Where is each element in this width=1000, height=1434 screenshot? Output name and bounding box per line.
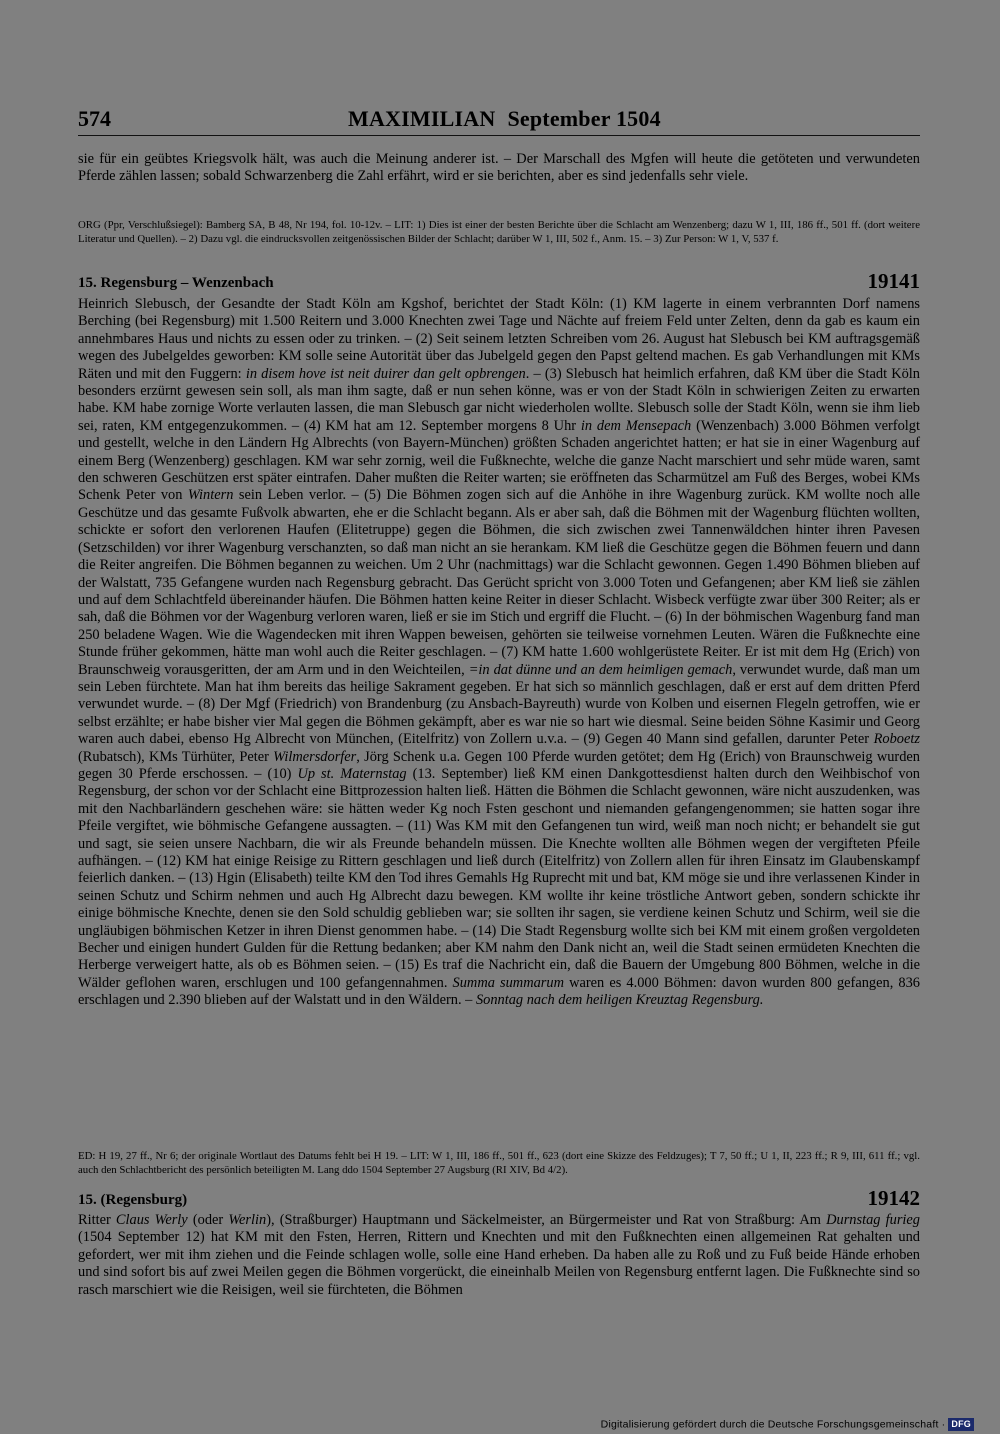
running-title-name: MAXIMILIAN [348,106,496,131]
continuation-paragraph: sie für ein geübtes Kriegsvolk hält, was auch die Meinung anderer ist. – Der Marschall des Mgfen will heute die getöteten und verwundeten Pferde zählen lassen; sobald Schwarzenberg die Zahl erfährt, wird er sie berichten, aber es sind jedenfalls sehr viele. [78,151,920,185]
entry-heading-19141 [78,270,920,292]
entry-text-19141: Heinrich Slebusch, der Gesandte der Stadt Köln am Kgshof, berichtet der Stadt Köln: (1) KM lagerte in einem verbrannten Dorf namens Berching (bei Regensburg) mit 1.500 Reitern und 3.000 Knechten zwei Tage und Nächte auf freiem Feld unter Zelten, denn da gab es kaum ein annehmbares Haus und nichts zu essen oder zu trinken. – (2) Seit seinem letzten Schreiben vom 26. August hat Slebusch bei KM auftragsgemäß wegen des Jubelgeldes geworben: KM solle seine Autorität über das Jubelgeld gegen den Papst geltend machen. Es gab Verhandlungen mit KMs Räten und mit den Fuggern: in disem hove ist neit duirer dan gelt opbrengen. – (3) Slebusch hat heimlich erfahren, daß KM über die Stadt Köln besonders erzürnt gewesen sein soll, als man ihm sagte, daß er nun sehen könne, was er von der Stadt Köln in schwierigen Zeiten zu erwarten habe. KM habe zornige Worte verlauten lassen, die man Slebusch gar nicht wiederholen wollte. Slebusch solle der Stadt Köln, wenn sie ihm lieb sei, raten, KM entgegenzukommen. – (4) KM hat am 12. September morgens 8 Uhr in dem Mensepach (Wenzenbach) 3.000 Böhmen verfolgt und gestellt, welche in den Ländern Hg Albrechts (von Bayern-München) größten Schaden angerichtet hatten; er hat sie in einer Wagenburg auf einem Berg (Wenzenberg) geschlagen. KM war sehr zornig, weil die Fußknechte, welche die ganze Nacht marschiert und sehr müde waren, samt den schweren Geschützen erst später eintrafen. Daher mußten die Reiter warten; sie eröffneten das Scharmützel am Fuß des Berges, wobei KMs Schenk Peter von Wintern sein Leben verlor. – (5) Die Böhmen zogen sich auf die Anhöhe in ihre Wagenburg zurück. KM wollte noch alle Geschütze und das gesamte Fußvolk abwarten, ehe er die Schlacht begann. Als er aber sah, daß die Böhmen mit der Wagenburg flüchten wollten, schickte er sofort den verlorenen Haufen (Elitetruppe) gegen die Böhmen, die sich zwischen zwei Tannenwäldchen hinter ihren Pavesen (Setzschilden) vor ihrer Wagenburg verschanzten, so daß man nicht an sie herankam. KM ließ die Geschütze gegen die Böhmen feuern und dann die Reiter angreifen. Die Böhmen begannen zu weichen. Um 2 Uhr (nachmittags) war die Schlacht gewonnen. Gegen 1.490 Böhmen blieben auf der Walstatt, 735 Gefangene wurden nach Regensburg gebracht. Das Gerücht spricht von 3.000 Toten und Gefangenen; aber KM ließ sie zählen und auf dem Schlachtfeld übereinander häufen. Die Böhmen hatten keine Reiter in dieser Schlacht. Wisbeck verfügte zwar über 300 Reiter; als er sah, daß die Böhmen vor der Wagenburg verloren waren, ließ er sie im Stich und ergriff die Flucht. – (6) In der böhmischen Wagenburg fand man 250 beladene Wagen. Wie die Wagendecken mit ihren Wappen beweisen, gehörten sie teilweise vornehmen Leuten. Wären die Fußknechte eine Stunde früher gekommen, hätte man wohl auch die Reiter geschlagen. – (7) KM hatte 1.600 wohlgerüstete Reiter. Er ist mit dem Hg (Erich) von Braunschweig vorausgeritten, der am Arm und in den Weichteilen, =in dat dünne und an dem heimligen gemach, verwundet wurde, daß man um sein Leben fürchtete. Man hat ihm bereits das heilige Sakrament gegeben. Er hat sich so männlich geschlagen, daß er erst auf dem dritten Pferd verwundet wurde. – (8) Der Mgf (Friedrich) von Brandenburg (zu Ansbach-Bayreuth) wurde von Kolben und eisernen Flegeln getroffen, wie er selbst erzählte; er habe bisher vier Mal gegen die Böhmen gekämpft, aber es war nie so hart wie diesmal. Seine beiden Söhne Kasimir und Georg waren auch dabei, ebenso Hg Albrecht von München, (Eitelfritz) von Zollern u.v.a. – (9) Gegen 40 Mann sind gefallen, darunter Peter Roboetz (Rubatsch), KMs Türhüter, Peter Wilmersdorfer, Jörg Schenk u.a. Gegen 100 Pferde wurden getötet; dem Hg (Erich) von Braunschweig wurden gegen 30 Pferde erschossen. – (10) Up st. Maternstag (13. September) ließ KM einen Dankgottesdienst halten durch den Weihbischof von Regensburg, der schon vor der Schlacht eine Bittprozession halten ließ. Hätten die Böhmen die Schlacht gewonnen, wäre nicht auszudenken, was mit den Nachbarländern geschehen wäre: sie hätten weder Kg noch Fsten geschont und niemanden gefangengenommen; sie hatten sogar ihre Pfeile vergiftet, wie böhmische Gefangene aussagten. – (11) Was KM mit den Gefangenen tun wird, weiß man noch nicht; er behandelt sie gut und sagt, sie seien unsere Nachbarn, die wir als Freunde behandeln müssen. Die Knechte wollten alle Böhmen wegen der vergifteten Pfeile aufhängen. – (12) KM hat einige Reisige zu Rittern geschlagen und ließ durch (Eitelfritz) von Zollern allen für ihren Einsatz im Glaubenskampf feierlich danken. – (13) Hgin (Elisabeth) teilte KM den Tod ihres Gemahls Hg Ruprecht mit und bat, KM möge sie und ihre verlassenen Kinder in seinen Schutz und Schirm nehmen und auch Hg Albrecht dazu bewegen. KM wollte ihr keine tröstliche Antwort geben, sondern schickte ihr einige böhmische Knechte, denen sie den Sold schuldig geblieben war; sie sollten ihr sagen, sie verdiene keinen Schutz und Schirm, weil sie die ungläubigen böhmischen Ketzer in ihren Dienst genommen habe. – (14) Die Stadt Regensburg wollte sich bei KM mit einem großen vergoldeten Becher und einigen hundert Gulden für die Rettung bedanken; aber KM nahm den Dank nicht an, weil die Stadt seinen ermüdeten Knechten die Herberge verweigert hatte, als ob es Böhmen seien. – (15) Es traf die Nachricht ein, daß die Bauern der Umgebung 800 Böhmen, welche in die Wälder geflohen waren, erschlugen und 100 gefangennahmen. Summa summarum waren es 4.000 Böhmen: davon wurden 800 gefangen, 836 erschlagen und 2.390 blieben auf der Walstatt und in den Wäldern. – Sonntag nach dem heiligen Kreuztag Regensburg. [78,296,921,1009]
page-header [78,106,920,136]
header-rule [78,135,920,136]
credit-text: Digitalisierung gefördert durch die Deutsche Forschungsgemeinschaft · [600,1418,946,1431]
page-number: 574 [78,106,111,131]
entry-number: 19141 [867,269,920,293]
entry-source-note-19141: ED: H 19, 27 ff., Nr 6; der originale Wortlaut des Datums fehlt bei H 19. – LIT: W 1, III, 186 ff., 501 ff., 623 (dort eine Skizze des Feldzuges); T 7, 50 ff.; U 1, II, 223 ff.; R 9, III, 611 ff.; vgl. auch den Schlachtbericht des persönlich beteiligten M. Lang ddo 1504 September 27 Augsburg (RI XIV, Bd 4/2). [78,1150,920,1176]
entry-place: 15. (Regensburg) [78,1192,188,1208]
entry-place: 15. Regensburg – Wenzenbach [78,275,274,291]
dfg-logo: DFG [948,1418,974,1431]
entry-number: 19142 [867,1186,920,1210]
running-title [348,106,661,132]
entry-heading-19142 [78,1187,920,1209]
running-title-date: September 1504 [507,106,661,131]
continuation-source-note: ORG (Ppr, Verschlußsiegel): Bamberg SA, B 48, Nr 194, fol. 10-12v. – LIT: 1) Dies ist einer der besten Berichte über die Schlacht am Wenzenberg; dazu W 1, III, 186 ff., 501 ff. (dort weitere Literatur und Quellen). – 2) Dazu vgl. die eindrucksvollen zeitgenössischen Bilder der Schlacht; darüber W 1, III, 502 f., Anm. 15. – 3) Zur Person: W 1, V, 537 f. [78,219,920,245]
digitization-credit [601,1418,974,1431]
entry-text-19142: Ritter Claus Werly (oder Werlin), (Straßburger) Hauptmann und Säckelmeister, an Bürgermeister und Rat von Straßburg: Am Durnstag furieg (1504 September 12) hat KM mit den Fsten, Herren, Rittern und Knechten und mit den Fußknechten einen allgemeinen Rat gehalten und gefordert, wer mit ihm ziehen und die Feinde schlagen wolle, solle eine Hand erheben. Da haben alle zu Roß und zu Fuß beide Hände erhoben und sind sofort bis auf zwei Meilen gegen die Böhmen vorgerückt, die eineinhalb Meilen von Regensburg entfernt lagen. Die Fußknechte sind so rasch marschiert wie die Reisigen, weil sie fürchteten, die Böhmen [78,1212,920,1298]
